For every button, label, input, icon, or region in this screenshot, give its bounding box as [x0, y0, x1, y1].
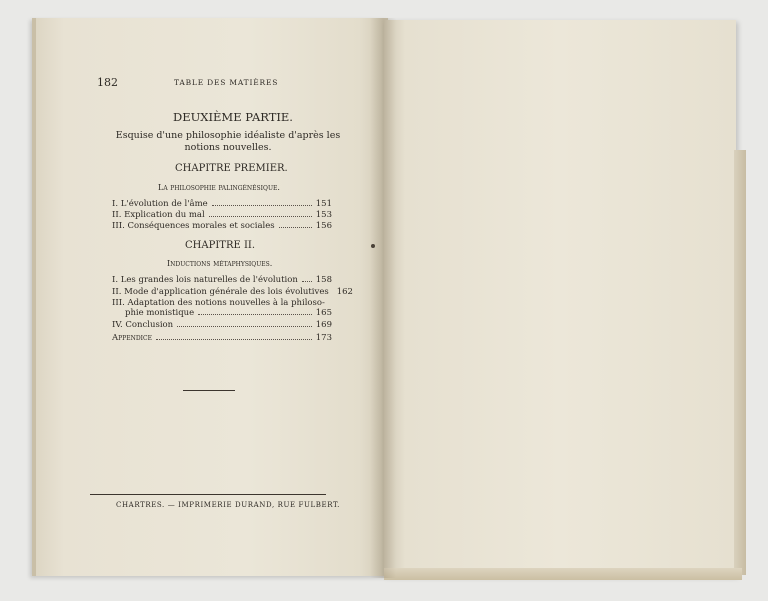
part-subtitle: Esquise d'une philosophie idéaliste d'après les notions nouvelles.	[115, 130, 341, 153]
toc-entry: I. Les grandes lois naturelles de l'évolution 158	[112, 275, 332, 285]
toc-entry: III. Conséquences morales et sociales 156	[112, 221, 332, 231]
toc-entry: II. Mode d'application générale des lois évolutives 162	[112, 287, 353, 297]
separator-rule	[183, 390, 235, 391]
page-number: 182	[97, 76, 118, 89]
running-header: TABLE DES MATIÈRES	[174, 78, 279, 87]
toc-entry: I. L'évolution de l'âme 151	[112, 199, 332, 209]
chapter-1-title: CHAPITRE PREMIER.	[175, 163, 288, 174]
toc-entry: IV. Conclusion 169	[112, 320, 332, 330]
toc-entry: phie monistique 165	[125, 308, 332, 318]
toc-entry: II. Explication du mal 153	[112, 210, 332, 220]
toc-entry: III. Adaptation des notions nouvelles à la philoso-	[112, 298, 325, 308]
spine-mark	[371, 244, 375, 248]
page-edge-right	[734, 150, 746, 575]
toc-entry: Appendice 173	[112, 333, 332, 343]
footer-rule	[90, 494, 326, 495]
chapter-2-title: CHAPITRE II.	[185, 240, 256, 251]
part-title: DEUXIÈME PARTIE.	[173, 110, 293, 124]
chapter-2-section: Inductions métaphysiques.	[167, 259, 273, 268]
right-page-blank	[384, 20, 736, 576]
page-edge-bottom	[384, 568, 742, 580]
book-spine	[370, 18, 396, 578]
chapter-1-section: La philosophie palingénésique.	[158, 183, 280, 192]
printer-footer: CHARTRES. — IMPRIMERIE DURAND, RUE FULBERT.	[116, 501, 341, 509]
